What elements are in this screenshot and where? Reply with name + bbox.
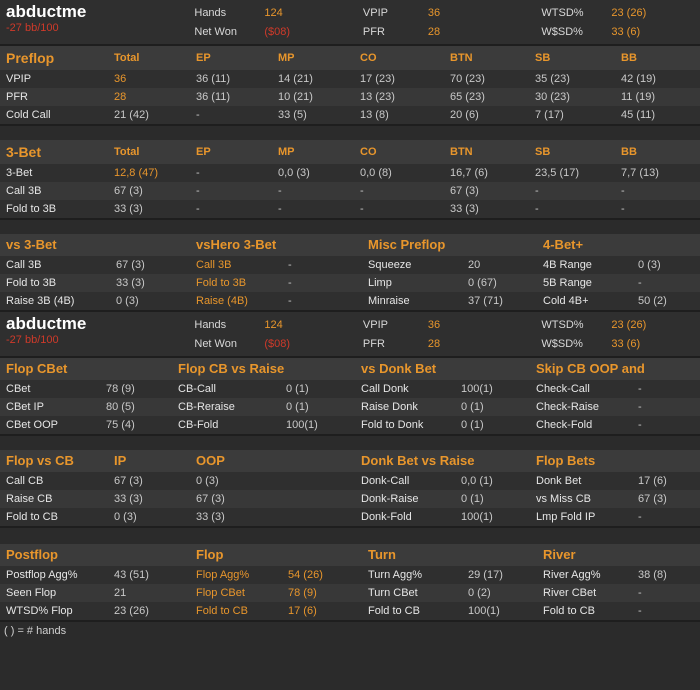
threebet-title: 3-Bet xyxy=(6,144,42,160)
threebet-col-ep: EP xyxy=(196,146,211,158)
flopbets-title: Flop Bets xyxy=(536,453,596,468)
header-stats-col-2 xyxy=(363,0,541,42)
threebet-col-btn: BTN xyxy=(450,146,473,158)
header-stat-vpip: VPIP 36 xyxy=(362,7,441,19)
header2-stat-hands: Hands 124 xyxy=(194,319,283,331)
spacer xyxy=(0,220,700,234)
flopvscb-title: Flop vs CB xyxy=(6,453,74,468)
header-stat-pfr: PFR 28 xyxy=(362,26,441,38)
flopvscb-group xyxy=(0,450,700,526)
header2-stats-col-1 xyxy=(194,312,363,354)
threebet-header-row xyxy=(0,140,700,164)
table-row: PFR 28 36 (11) 10 (21) 13 (23) 65 (23) 30 (23) 11 (19) xyxy=(0,88,700,106)
postflop-group xyxy=(0,544,700,620)
vs3bet-title: vs 3-Bet xyxy=(6,237,57,252)
threebet-col-sb: SB xyxy=(535,146,551,158)
flopcbet-title: Flop CBet xyxy=(6,361,68,376)
preflop-header-row xyxy=(0,46,700,70)
spacer xyxy=(0,436,700,450)
donkbetvsraise-title: Donk Bet vs Raise xyxy=(361,453,475,468)
postflop-col-river: River xyxy=(543,547,576,562)
header-stats-col-3 xyxy=(541,0,700,42)
miscpreflop-title: Misc Preflop xyxy=(368,237,446,252)
table-row: Raise CB 33 (3) 67 (3) Donk-Raise 0 (1) vs Miss CB 67 (3) xyxy=(0,490,700,508)
spacer xyxy=(0,528,700,544)
vshero3bet-title: vsHero 3-Bet xyxy=(196,237,277,252)
preflop-col-ep: EP xyxy=(196,52,211,64)
table-row: Fold to CB 0 (3) 33 (3) Donk-Fold 100(1) Lmp Fold IP - xyxy=(0,508,700,526)
table-row: CBet OOP 75 (4) CB-Fold 100(1) Fold to Donk 0 (1) Check-Fold - xyxy=(0,416,700,434)
table-row: 3-Bet 12,8 (47) - 0,0 (3) 0,0 (8) 16,7 (6) 23,5 (17) 7,7 (13) xyxy=(0,164,700,182)
spacer xyxy=(0,126,700,140)
table-row: Fold to 3B 33 (3) Fold to 3B - Limp 0 (67) 5B Range - xyxy=(0,274,700,292)
table-row: Fold to 3B 33 (3) - - - 33 (3) - - xyxy=(0,200,700,218)
header2-stat-wtsd: WTSD% 23 (26) xyxy=(541,319,647,331)
player-header-2 xyxy=(0,312,700,356)
vsdonkbet-title: vs Donk Bet xyxy=(361,361,437,376)
flopvscb-header-row xyxy=(0,450,700,472)
header-stat-hands: Hands 124 xyxy=(194,7,283,19)
table-row: WTSD% Flop 23 (26) Fold to CB 17 (6) Fold to CB 100(1) Fold to CB - xyxy=(0,602,700,620)
table-row: CBet IP 80 (5) CB-Reraise 0 (1) Raise Donk 0 (1) Check-Raise - xyxy=(0,398,700,416)
table-row: Seen Flop 21 Flop CBet 78 (9) Turn CBet 0 (2) River CBet - xyxy=(0,584,700,602)
flopcbet-header-row xyxy=(0,358,700,380)
threebet-col-mp: MP xyxy=(278,146,295,158)
header2-stats-col-2 xyxy=(363,312,541,354)
preflop-col-total: Total xyxy=(114,52,140,64)
postflop-title: Postflop xyxy=(6,547,58,562)
player-bb100-2: -27 bb/100 xyxy=(6,334,59,346)
preflop-col-mp: MP xyxy=(278,52,295,64)
fourbet-title: 4-Bet+ xyxy=(543,237,584,252)
threebet-section xyxy=(0,140,700,218)
header2-stat-pfr: PFR 28 xyxy=(362,338,441,350)
player-bb100: -27 bb/100 xyxy=(6,22,59,34)
header2-stat-netwon: Net Won ($08) xyxy=(194,338,291,350)
preflop-section xyxy=(0,46,700,124)
header2-stat-wsd: W$SD% 33 (6) xyxy=(541,338,641,350)
vs3bet-header-row xyxy=(0,234,700,256)
threebet-col-total: Total xyxy=(114,146,140,158)
player-header xyxy=(0,0,700,44)
player-identity-2 xyxy=(0,312,194,346)
header-stat-wsd: W$SD% 33 (6) xyxy=(541,26,641,38)
header2-stat-vpip: VPIP 36 xyxy=(362,319,441,331)
flopvscb-col-oop: OOP xyxy=(196,453,225,468)
flopcbet-group xyxy=(0,358,700,434)
header-stat-wtsd: WTSD% 23 (26) xyxy=(541,7,647,19)
postflop-col-turn: Turn xyxy=(368,547,396,562)
table-row: Cold Call 21 (42) - 33 (5) 13 (8) 20 (6) 7 (17) 45 (11) xyxy=(0,106,700,124)
postflop-header-row xyxy=(0,544,700,566)
vs3bet-group xyxy=(0,234,700,310)
threebet-col-bb: BB xyxy=(621,146,637,158)
table-row: Call 3B 67 (3) Call 3B - Squeeze 20 4B Range 0 (3) xyxy=(0,256,700,274)
preflop-title: Preflop xyxy=(6,50,55,66)
footer-note: ( ) = # hands xyxy=(4,625,67,637)
postflop-col-flop: Flop xyxy=(196,547,224,562)
player-name-2: abductme xyxy=(6,314,87,333)
preflop-col-btn: BTN xyxy=(450,52,473,64)
header2-stats-col-3 xyxy=(541,312,700,354)
header-stats-col-1 xyxy=(194,0,363,42)
threebet-col-co: CO xyxy=(360,146,377,158)
flopvscb-col-ip: IP xyxy=(114,453,127,468)
preflop-col-bb: BB xyxy=(621,52,637,64)
preflop-col-co: CO xyxy=(360,52,377,64)
table-row: Raise 3B (4B) 0 (3) Raise (4B) - Minraise 37 (71) Cold 4B+ 50 (2) xyxy=(0,292,700,310)
table-row: CBet 78 (9) CB-Call 0 (1) Call Donk 100(1) Check-Call - xyxy=(0,380,700,398)
table-row: VPIP 36 36 (11) 14 (21) 17 (23) 70 (23) 35 (23) 42 (19) xyxy=(0,70,700,88)
player-identity xyxy=(0,0,194,34)
header-stat-netwon: Net Won ($08) xyxy=(194,26,291,38)
flopcbvsraise-title: Flop CB vs Raise xyxy=(178,361,285,376)
preflop-col-sb: SB xyxy=(535,52,551,64)
table-row: Call 3B 67 (3) - - - 67 (3) - - xyxy=(0,182,700,200)
table-row: Postflop Agg% 43 (51) Flop Agg% 54 (26) Turn Agg% 29 (17) River Agg% 38 (8) xyxy=(0,566,700,584)
player-name: abductme xyxy=(6,2,87,21)
table-row: Call CB 67 (3) 0 (3) Donk-Call 0,0 (1) Donk Bet 17 (6) xyxy=(0,472,700,490)
skipcb-title: Skip CB OOP and xyxy=(536,361,645,376)
